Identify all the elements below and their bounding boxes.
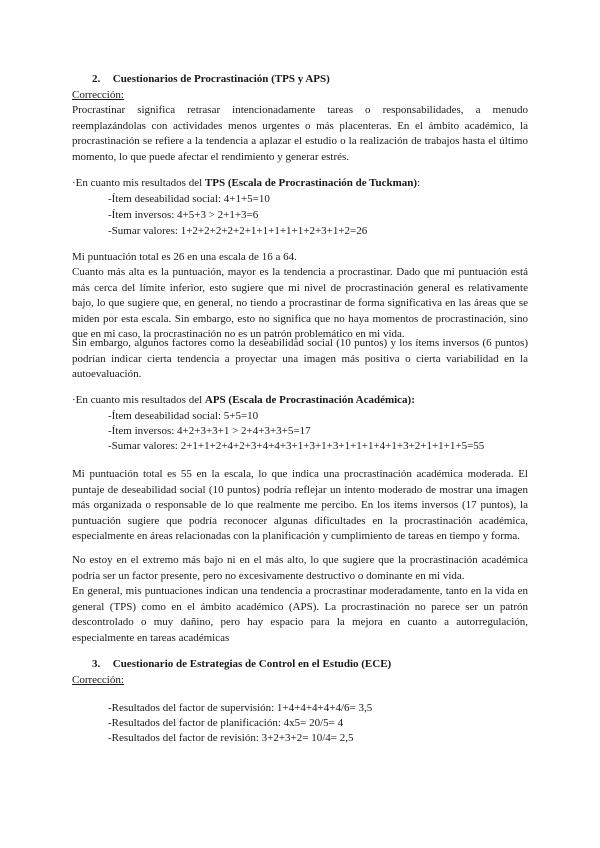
tps-scale-name: TPS (Escala de Procrastinación de Tuckman) xyxy=(204,177,418,189)
tps-lead-line xyxy=(72,176,528,192)
aps-item-sum: -Sumar valores: 2+1+1+2+4+2+3+4+4+3+1+3+1+3+1+1+1+4+1+3+2+1+1+1+5=55 xyxy=(108,440,485,452)
tps-total-paragraph: Mi puntuación total es 26 en una escala de 16 a 64. xyxy=(72,251,297,263)
ece-planning-result: -Resultados del factor de planificación: 4x5= 20/5= 4 xyxy=(108,717,344,729)
ece-review-result: -Resultados del factor de revisión: 3+2+3+2= 10/4= 2,5 xyxy=(108,732,354,744)
aps-total-paragraph: Mi puntuación total es 55 en la escala, lo que indica una procrastinación académica moderada. El puntaje de deseabilidad social (10 puntos) podría reflejar un intento moderado de mostrar una imagen más organizada o responsable de lo que realmente me percibo. En los ítems inversos (17 puntos), la puntuación sugiere que podría reconocer algunas dificultades en la procrastinación académica, especialmente en áreas relacionadas con la planificación y cumplimiento de tareas en tiempo y forma. xyxy=(72,468,528,542)
section-3-title: Cuestionario de Estrategias de Control en el Estudio (ECE) xyxy=(112,658,392,670)
tps-item-sum: -Sumar valores: 1+2+2+2+2+2+1+1+1+1+1+2+3+1+2=26 xyxy=(108,225,368,237)
section-3-correction-label: Corrección: xyxy=(72,674,124,686)
tps-lead: ·En cuanto mis resultados del xyxy=(72,177,205,189)
tps-item-inverse: -Ítem inversos: 4+5+3 > 2+1+3=6 xyxy=(108,209,259,221)
aps-item-inverse: -Ítem inversos: 4+2+3+3+1 > 2+4+3+3+5=17 xyxy=(108,425,311,437)
aps-item-social: -Ítem deseabilidad social: 5+5=10 xyxy=(108,410,259,422)
tps-item-social: -Ítem deseabilidad social: 4+1+5=10 xyxy=(108,193,270,205)
section-2-intro: Procrastinar significa retrasar intencionadamente tareas o responsabilidades, a menudo reemplazándolas con actividades menos urgentes o más placenteras. En el ámbito académico, la procrastinación se refiere a la tendencia a aplazar el estudio o la realización de trabajos hasta el último momento, lo que puede afectar el rendimiento y generar estrés. xyxy=(72,104,528,163)
section-3-number: 3. xyxy=(92,658,101,670)
tps-colon: : xyxy=(417,177,421,189)
ece-supervision-result: -Resultados del factor de supervisión: 1+4+4+4+4+4/6= 3,5 xyxy=(108,702,373,714)
tps-factors-paragraph: Sin embargo, algunos factores como la deseabilidad social (10 puntos) y los ítems inversos (6 puntos) podrían indicar cierta tendencia a proyectar una imagen más positiva o cierta variabilidad en la autoevaluación. xyxy=(72,337,528,380)
tps-interpretation-paragraph: Cuanto más alta es la puntuación, mayor es la tendencia a procrastinar. Dado que mi puntuación está más cerca del límite inferior, esto sugiere que mi nivel de procrastinación general es relativamente bajo, lo que sugiere que, en general, no tiendo a procrastinar de forma significativa en las áreas que se miden por esta escala. Sin embargo, esto no significa que no haya momentos de procrastinación, sino que en mi caso, la procrastinación no es un patrón problemático en mi vida. xyxy=(72,266,528,340)
aps-scale-name: APS (Escala de Procrastinación Académica): xyxy=(204,394,415,406)
section-3-heading xyxy=(92,657,528,673)
section-2-correction-label: Corrección: xyxy=(72,89,124,101)
aps-lead-line xyxy=(72,393,528,409)
section-2-title: Cuestionarios de Procrastinación (TPS y APS) xyxy=(112,73,330,85)
aps-lead: ·En cuanto mis resultados del xyxy=(72,394,205,406)
section-2-heading xyxy=(92,72,528,88)
aps-moderate-paragraph: No estoy en el extremo más bajo ni en el más alto, lo que sugiere que la procrastinación académica podría ser un factor presente, pero no excesivamente destructivo o dominante en mi vida. xyxy=(72,554,528,582)
section-2-number: 2. xyxy=(92,73,101,85)
section-2-conclusion: En general, mis puntuaciones indican una tendencia a procrastinar moderadamente, tanto en la vida en general (TPS) como en el ámbito académico (APS). La procrastinación no parece ser un patrón descontrolado o muy dañino, pero hay espacio para la mejora en cuanto a autorregulación, especialmente en tareas académicas xyxy=(72,585,528,644)
